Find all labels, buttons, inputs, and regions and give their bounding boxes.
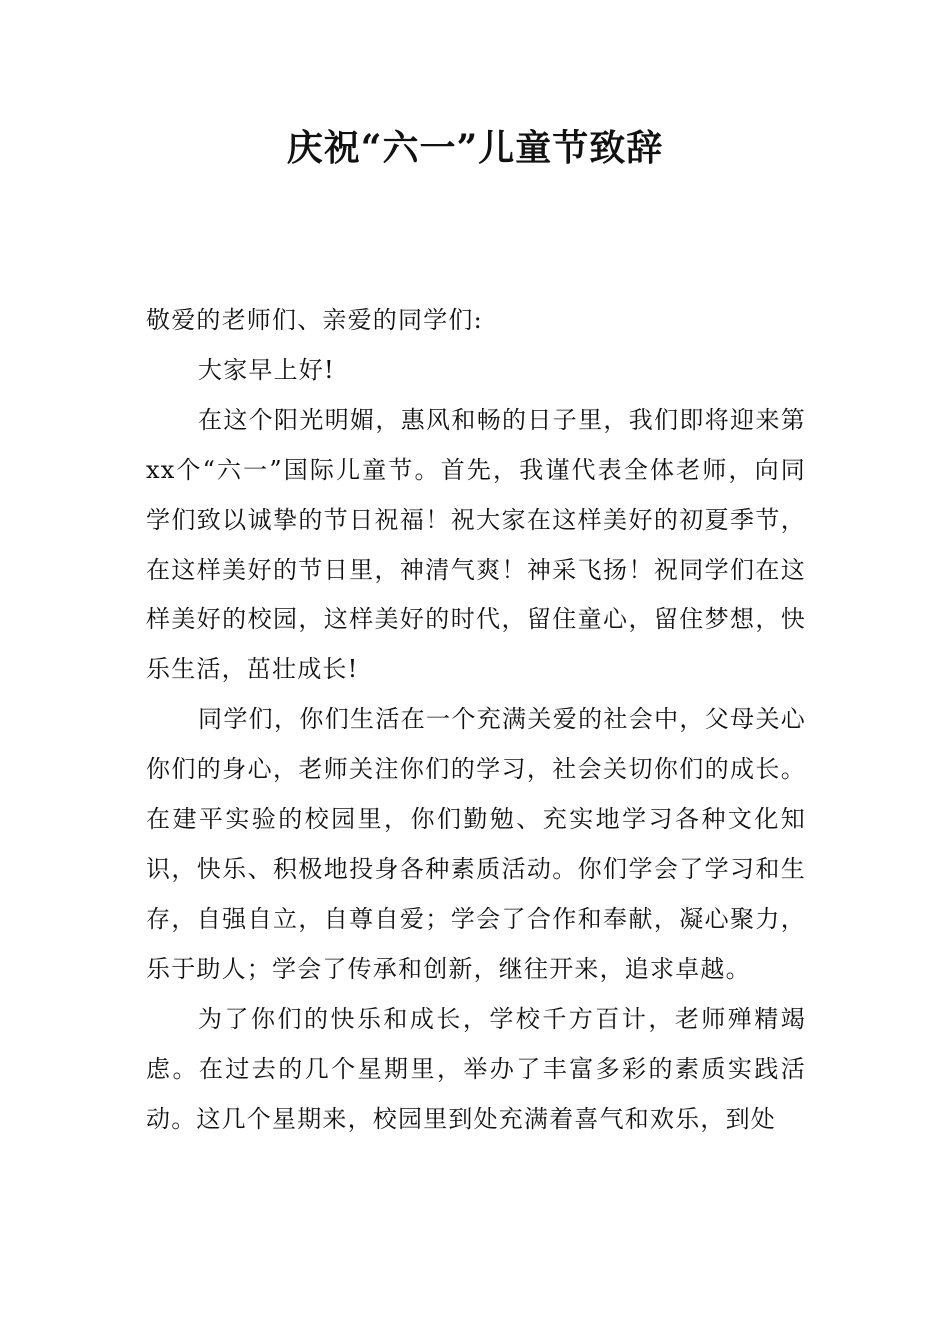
document-title: 庆祝“六一”儿童节致辞 [286,127,664,169]
document-body [146,296,806,1144]
paragraph-activities: 为了你们的快乐和成长，学校千方百计，老师殚精竭虑。在过去的几个星期里，举办了丰富多彩的素质实践活动。这几个星期来，校园里到处充满着喜气和欢乐，到处 [146,1004,806,1133]
salutation: 敬爱的老师们、亲爱的同学们: [146,306,483,334]
paragraph-growth: 同学们，你们生活在一个充满关爱的社会中，父母关心你们的身心，老师关注你们的学习，社会关切你们的成长。在建平实验的校园里，你们勤勉、充实地学习各种文化知识，快乐、积极地投身各种素质活动。你们学会了学习和生存，自强自立，自尊自爱；学会了合作和奉献，凝心聚力，乐于助人；学会了传承和创新，继往开来，追求卓越。 [146,705,806,983]
paragraph-greeting: 大家早上好! [198,355,335,384]
paragraph-blessing: 在这个阳光明媚，惠风和畅的日子里，我们即将迎来第xx个“六一”国际儿童节。首先，我谨代表全体老师，向同学们致以诚挚的节日祝福！祝大家在这样美好的初夏季节，在这样美好的节日里，神清气爽！神采飞扬！祝同学们在这样美好的校园，这样美好的时代，留住童心，留住梦想，快乐生活，茁壮成长! [146,405,806,684]
